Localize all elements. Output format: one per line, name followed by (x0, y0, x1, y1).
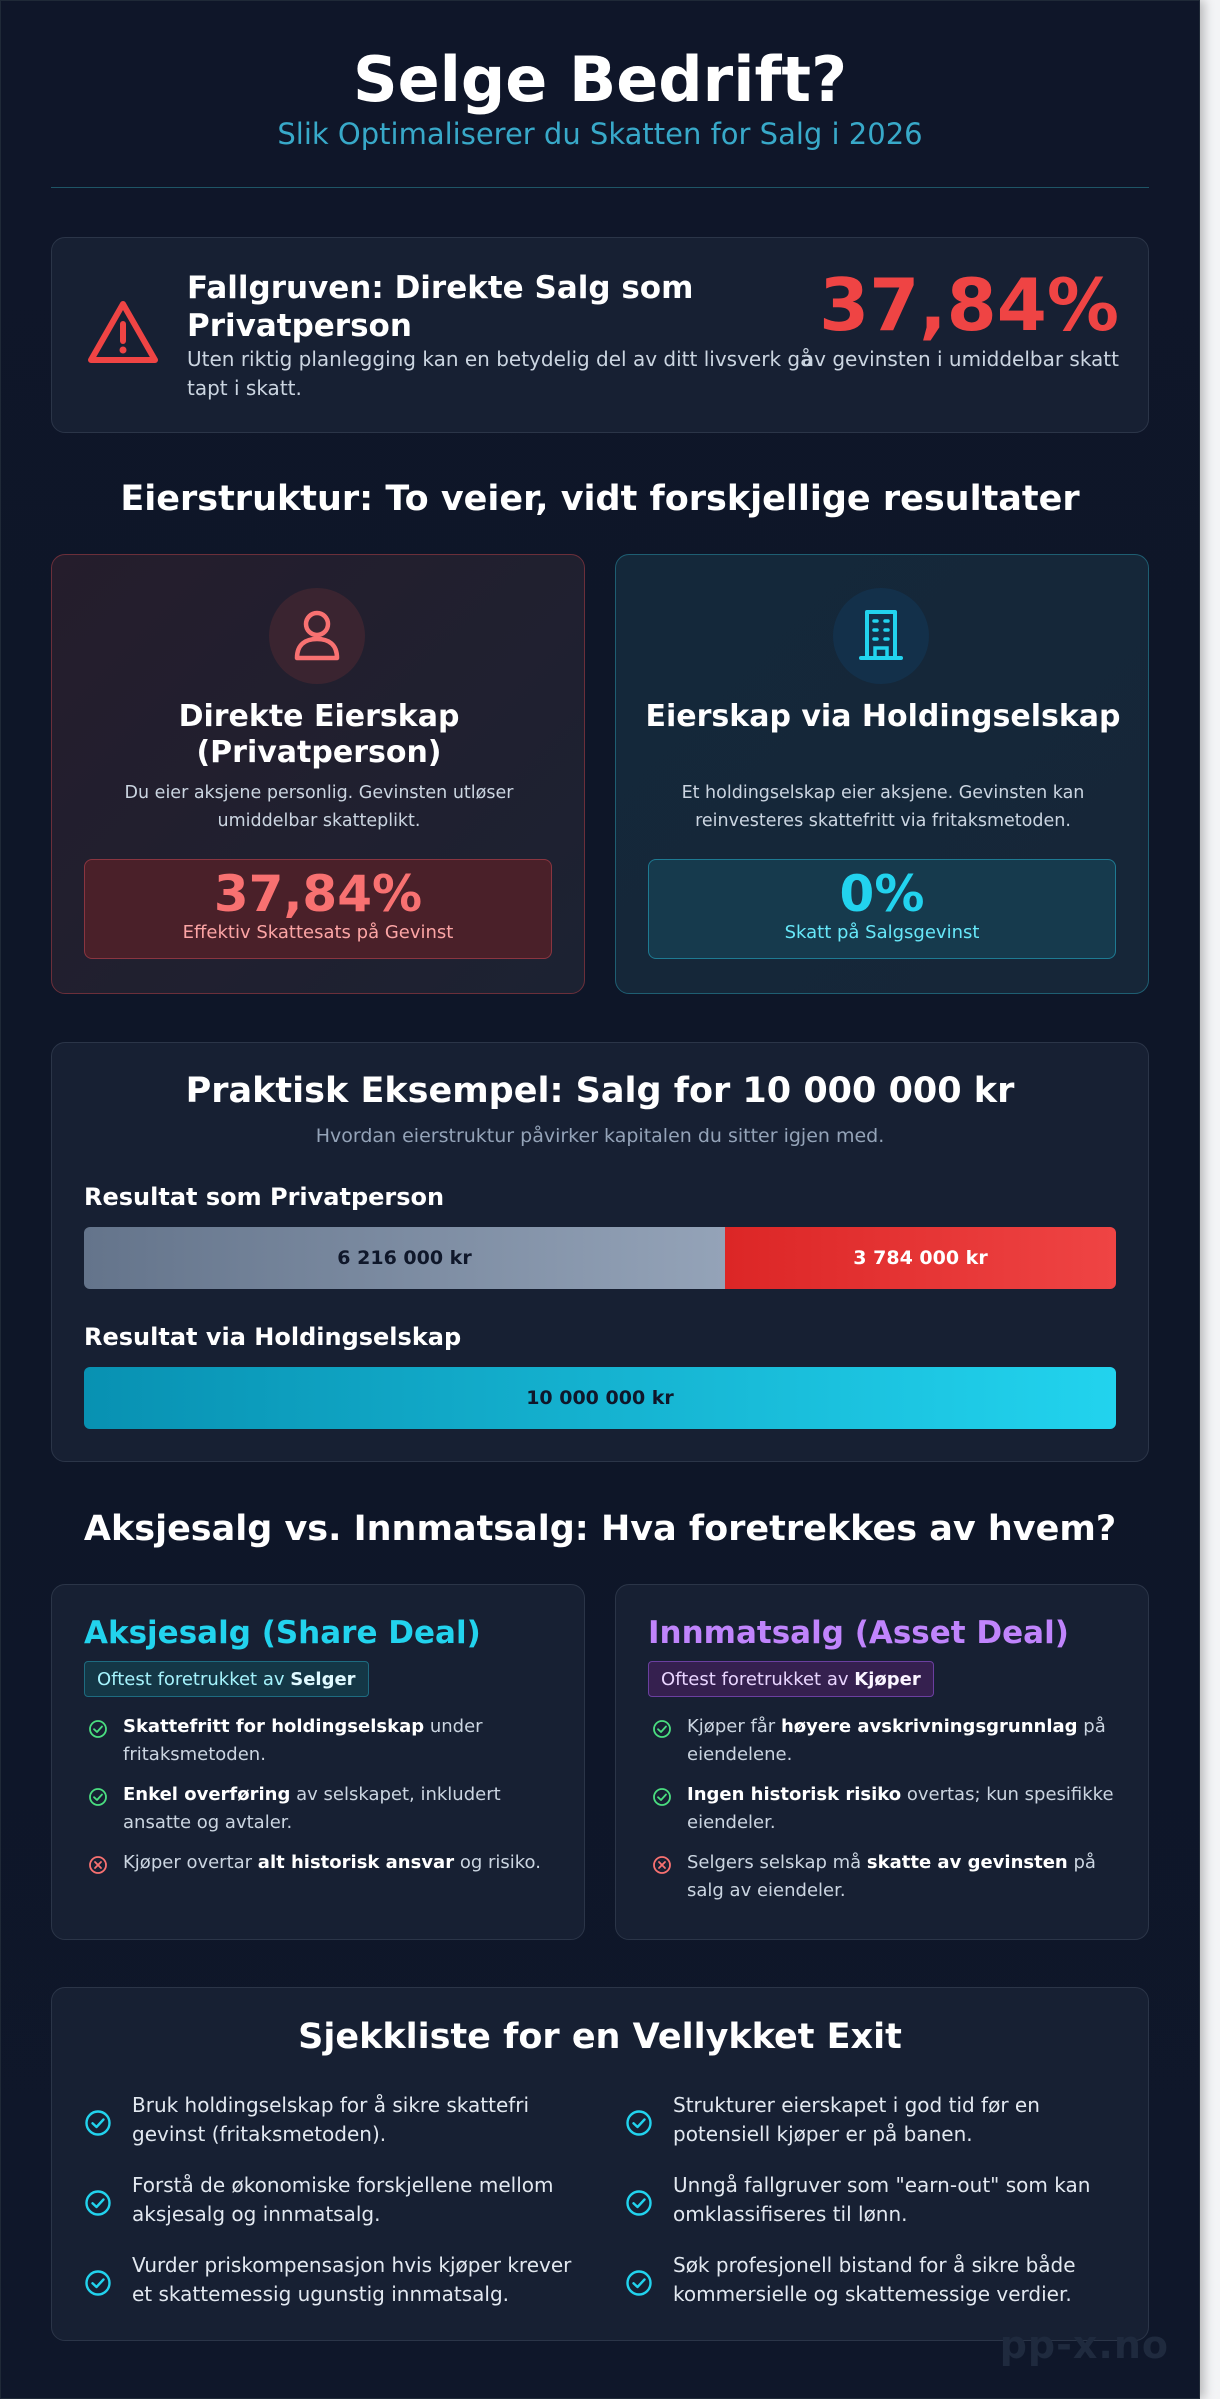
check-circle-icon (625, 2269, 653, 2297)
warning-caption: av gevinsten i umiddelbar skatt (801, 347, 1119, 371)
asset-item-1-text: på eiendelene. (687, 1716, 1106, 1765)
asset-badge-prefix: Oftest foretrukket av (661, 1669, 855, 1690)
asset-deal-badge (648, 1661, 934, 1697)
share-deal-title: Aksjesalg (Share Deal) (84, 1615, 481, 1651)
asset-item-2-bold: Ingen historisk risiko (687, 1784, 902, 1805)
direct-ownership-card (51, 554, 585, 994)
direct-ownership-title: Direkte Eierskap (Privatperson) (178, 699, 460, 770)
check-circle-icon (84, 2269, 112, 2297)
private-tax-segment (725, 1227, 1116, 1289)
direct-tax-box (84, 859, 552, 959)
asset-deal-title: Innmatsalg (Asset Deal) (648, 1615, 1069, 1651)
example-title: Praktisk Eksempel: Salg for 10 000 000 kr (185, 1071, 1015, 1111)
header-divider (51, 187, 1149, 188)
check-circle-icon (88, 1787, 108, 1807)
x-circle-icon (652, 1855, 672, 1875)
asset-item-3-text: på salg av eiendeler. (687, 1852, 1096, 1901)
share-badge-prefix: Oftest foretrukket av (97, 1669, 291, 1690)
holding-ownership-card (615, 554, 1149, 994)
checklist-item-text: Bruk holdingselskap for å sikre skattefri gevinst (fritaksmetoden). (132, 2093, 530, 2146)
asset-item-1-bold: høyere avskrivningsgrunnlag (780, 1716, 1078, 1737)
checklist-item-text: Vurder priskompensasjon hvis kjøper krever et skattemessig ugunstig innmatsalg. (132, 2253, 572, 2306)
checklist-item-text: Forstå de økonomiske forskjellene mellom aksjesalg og innmatsalg. (132, 2173, 554, 2226)
warning-icon (87, 299, 159, 365)
building-icon-circle (833, 588, 929, 684)
holding-tax-box (648, 859, 1116, 959)
warning-title: Fallgruven: Direkte Salg som Privatperson (187, 270, 694, 344)
person-icon-circle (269, 588, 365, 684)
check-circle-icon (652, 1719, 672, 1739)
holding-keep-amount: 10 000 000 kr (526, 1387, 674, 1409)
example-subtitle: Hvordan eierstruktur påvirker kapitalen du sitter igjen med. (315, 1125, 885, 1147)
person-icon (269, 588, 365, 684)
private-keep-amount: 6 216 000 kr (337, 1247, 472, 1269)
holding-ownership-description: Et holdingselskap eier aksjene. Gevinsten kan reinvesteres skattefritt via fritaksmetoden. (681, 783, 1085, 831)
check-circle-icon (84, 2189, 112, 2217)
holding-keep-segment (84, 1367, 1116, 1429)
checklist-item-text: Unngå fallgruver som "earn-out" som kan omklassifiseres til lønn. (673, 2173, 1091, 2226)
asset-badge-party: Kjøper (854, 1669, 921, 1690)
holding-result-label: Resultat via Holdingselskap (84, 1323, 462, 1351)
holding-ownership-title: Eierskap via Holdingselskap (645, 699, 1121, 734)
warning-text: Uten riktig planlegging kan en betydelig del av ditt livsverk gå tapt i skatt. (187, 347, 813, 400)
private-result-label: Resultat som Privatperson (84, 1183, 445, 1211)
private-keep-segment (84, 1227, 725, 1289)
direct-ownership-description: Du eier aksjene personlig. Gevinsten utløser umiddelbar skatteplikt. (124, 783, 514, 831)
share-item-3-text: og risiko. (454, 1852, 541, 1873)
direct-tax-value: 37,84% (213, 865, 423, 923)
share-item-1-text: under fritaksmetoden. (123, 1716, 483, 1765)
asset-item-1-before: Kjøper får (687, 1716, 781, 1737)
watermark: pp-x.no (999, 2323, 1169, 2367)
private-tax-amount: 3 784 000 kr (853, 1247, 988, 1269)
page-subtitle: Slik Optimaliserer du Skatten for Salg i 2026 (277, 117, 923, 151)
check-circle-icon (652, 1787, 672, 1807)
share-badge-party: Selger (290, 1669, 356, 1690)
holding-tax-label: Skatt på Salgsgevinst (784, 922, 980, 943)
direct-tax-label: Effektiv Skattesats på Gevinst (182, 922, 454, 943)
checklist-title: Sjekkliste for en Vellykket Exit (298, 2017, 902, 2057)
asset-item-3-before: Selgers selskap må (687, 1852, 867, 1873)
deals-heading: Aksjesalg vs. Innmatsalg: Hva foretrekkes av hvem? (83, 1509, 1117, 1549)
checklist-item-text: Strukturer eierskapet i god tid før en potensiell kjøper er på banen. (673, 2093, 1040, 2146)
check-circle-icon (625, 2109, 653, 2137)
share-item-3-bold: alt historisk ansvar (257, 1852, 455, 1873)
building-icon (833, 588, 929, 684)
check-circle-icon (625, 2189, 653, 2217)
holding-result-bar (84, 1367, 1116, 1429)
share-item-3-before: Kjøper overtar (123, 1852, 258, 1873)
warning-percentage: 37,84% (819, 263, 1119, 347)
share-deal-card (51, 1584, 585, 1940)
asset-deal-card (615, 1584, 1149, 1940)
holding-tax-value: 0% (839, 865, 925, 923)
share-item-2-text: av selskapet, inkludert ansatte og avtaler. (123, 1784, 501, 1833)
checklist-item-text: Søk profesjonell bistand for å sikre både kommersielle og skattemessige verdier. (673, 2253, 1076, 2306)
share-item-1-bold: Skattefritt for holdingselskap (123, 1716, 425, 1737)
share-item-2-bold: Enkel overføring (123, 1784, 291, 1805)
share-deal-badge (84, 1661, 369, 1697)
asset-item-3-bold: skatte av gevinsten (866, 1852, 1068, 1873)
check-circle-icon (88, 1719, 108, 1739)
ownership-heading: Eierstruktur: To veier, vidt forskjellige resultater (120, 479, 1080, 519)
check-circle-icon (84, 2109, 112, 2137)
page-title: Selge Bedrift? (352, 43, 848, 116)
asset-item-2-text: overtas; kun spesifikke eiendeler. (687, 1784, 1114, 1833)
x-circle-icon (88, 1855, 108, 1875)
private-result-bar (84, 1227, 1116, 1289)
